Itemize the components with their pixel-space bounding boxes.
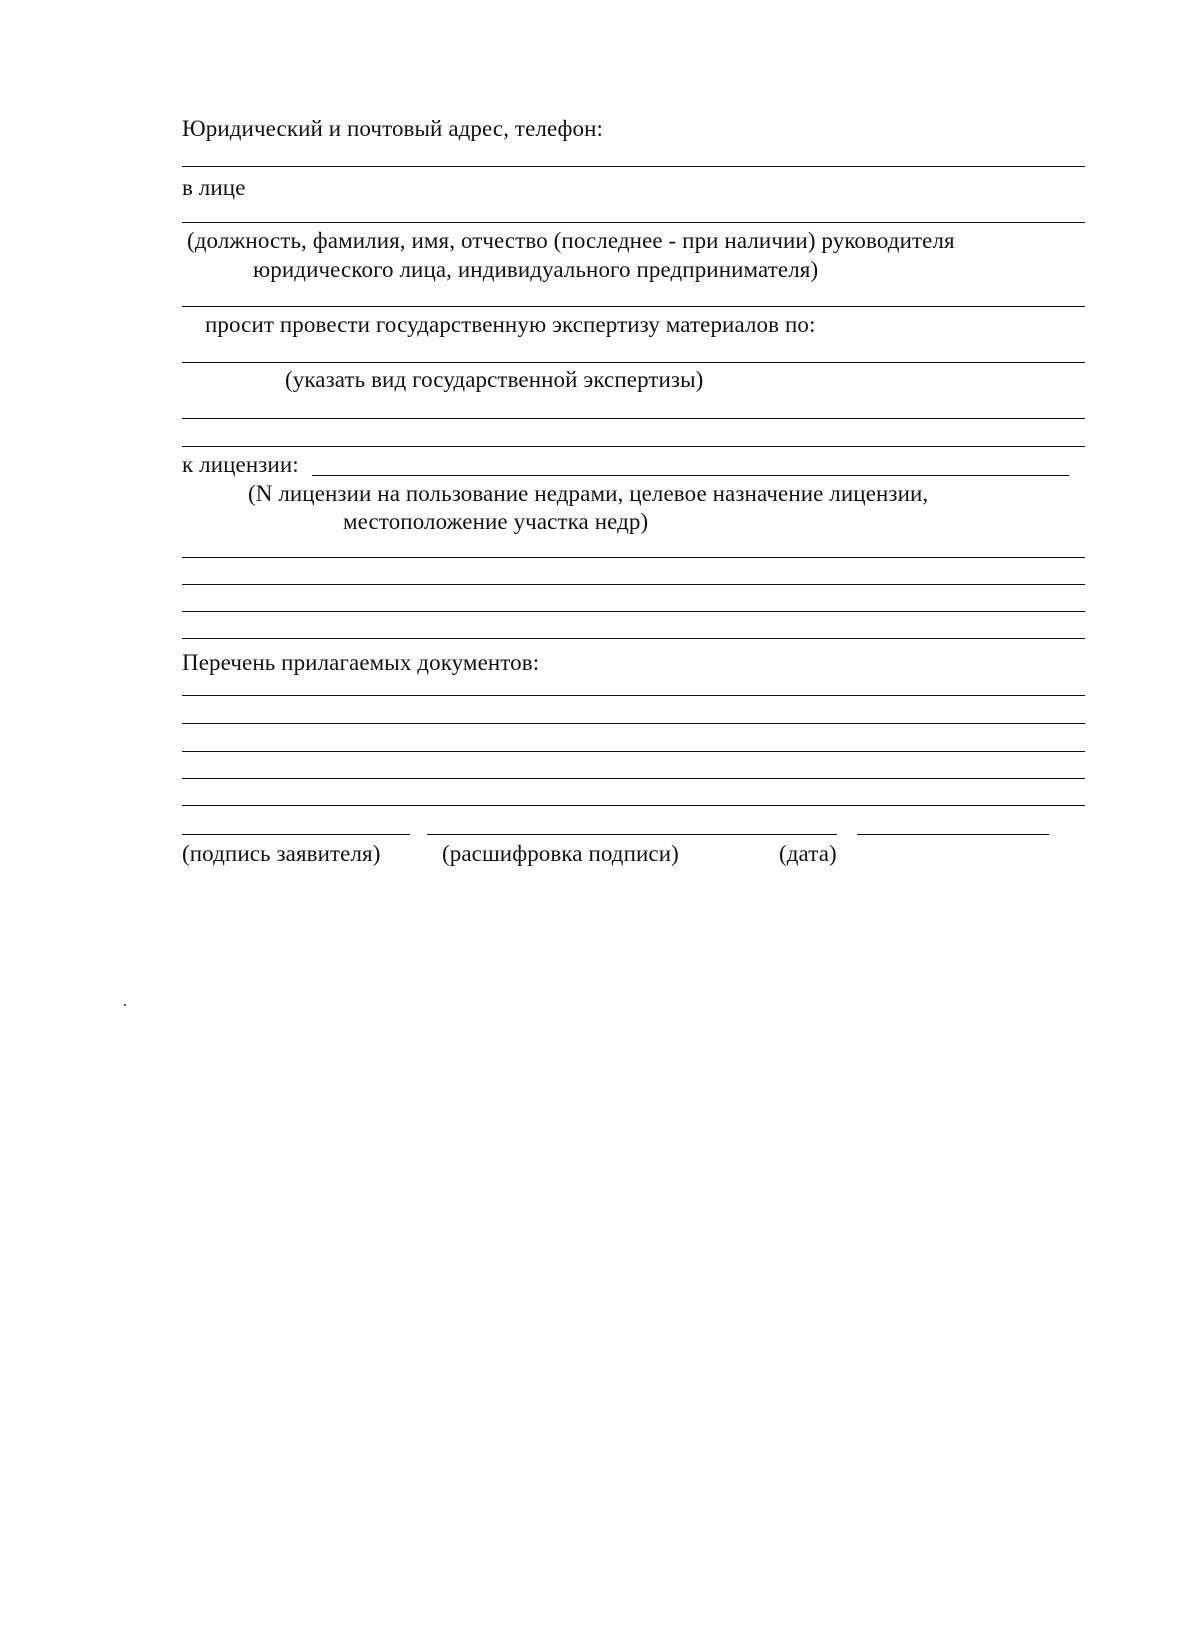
expertise-extra-line-1[interactable] <box>182 418 1085 419</box>
documents-line-1[interactable] <box>182 695 1085 696</box>
head-extra-field-line[interactable] <box>182 306 1085 307</box>
license-extra-line-3[interactable] <box>182 611 1085 612</box>
expertise-type-field-line[interactable] <box>182 362 1085 363</box>
address-label: Юридический и почтовый адрес, телефон: <box>182 116 604 141</box>
head-hint-line1: (должность, фамилия, имя, отчество (последнее - при наличии) руководителя <box>187 228 955 253</box>
expertise-hint: (указать вид государственной экспертизы) <box>285 367 704 392</box>
license-extra-line-4[interactable] <box>182 638 1085 639</box>
date-field-line[interactable] <box>857 834 1049 835</box>
documents-line-5[interactable] <box>182 805 1085 806</box>
scan-speck <box>124 1004 126 1006</box>
license-field-line[interactable] <box>312 475 1069 476</box>
head-hint-line2: юридического лица, индивидуального предпринимателя) <box>253 257 819 282</box>
head-name-field-line[interactable] <box>182 222 1085 223</box>
signature-caption: (подпись заявителя) <box>182 841 381 866</box>
date-caption: (дата) <box>779 841 837 866</box>
signature-field-line[interactable] <box>182 834 410 835</box>
license-extra-line-1[interactable] <box>182 557 1085 558</box>
request-label: просит провести государственную экспертизу материалов по: <box>205 312 816 337</box>
documents-line-2[interactable] <box>182 723 1085 724</box>
in-person-label: в лице <box>182 175 246 200</box>
decoding-caption: (расшифровка подписи) <box>442 841 679 866</box>
address-field-line[interactable] <box>182 166 1085 167</box>
expertise-extra-line-2[interactable] <box>182 446 1085 447</box>
documents-label: Перечень прилагаемых документов: <box>182 650 540 675</box>
license-hint-line1: (N лицензии на пользование недрами, целевое назначение лицензии, <box>248 481 929 506</box>
documents-line-3[interactable] <box>182 751 1085 752</box>
license-label: к лицензии: <box>182 452 299 477</box>
documents-line-4[interactable] <box>182 778 1085 779</box>
license-extra-line-2[interactable] <box>182 584 1085 585</box>
license-hint-line2: местоположение участка недр) <box>343 509 649 534</box>
decoding-field-line[interactable] <box>427 834 837 835</box>
